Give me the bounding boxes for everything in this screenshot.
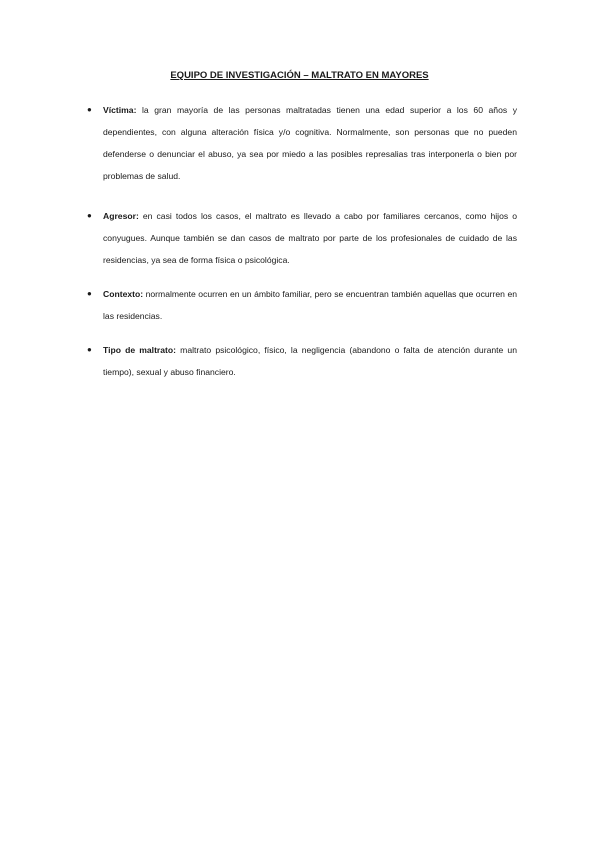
- list-item-victima: [87, 99, 517, 187]
- item-term: Contexto:: [103, 289, 146, 299]
- item-text: maltrato psicológico, físico, la negligencia (abandono o falta de atención durante un tiempo), sexual y abuso financiero.: [103, 345, 517, 377]
- bullet-icon: ●: [87, 345, 92, 354]
- bullet-icon: ●: [87, 211, 92, 220]
- item-text: normalmente ocurren en un ámbito familiar, pero se encuentran también aquellas que ocurren en las residencias.: [103, 289, 517, 321]
- item-text: en casi todos los casos, el maltrato es llevado a cabo por familiares cercanos, como hijos o conyugues. Aunque también se dan casos de maltrato por parte de los profesionales de cuidado de las residencias, ya sea de forma física o psicológica.: [103, 211, 518, 265]
- item-text: la gran mayoría de las personas maltratadas tienen una edad superior a los 60 años y dependientes, con alguna alteración física y/o cognitiva. Normalmente, son personas que no pueden defenderse o denunciar el abuso, ya sea por miedo a las posibles represalias tras interponerla o bien por problemas de salud.: [103, 105, 518, 181]
- bullet-list: [87, 99, 517, 383]
- list-item-tipo-de-maltrato: [87, 339, 517, 383]
- list-item-contexto: [87, 283, 517, 327]
- bullet-icon: ●: [87, 289, 92, 298]
- item-term: Víctima:: [103, 105, 142, 115]
- list-item-agresor: [87, 205, 517, 271]
- bullet-icon: ●: [87, 105, 92, 114]
- item-term: Agresor:: [103, 211, 143, 221]
- item-term: Tipo de maltrato:: [103, 345, 181, 355]
- document-title: EQUIPO DE INVESTIGACIÓN – MALTRATO EN MAYORES: [170, 70, 429, 81]
